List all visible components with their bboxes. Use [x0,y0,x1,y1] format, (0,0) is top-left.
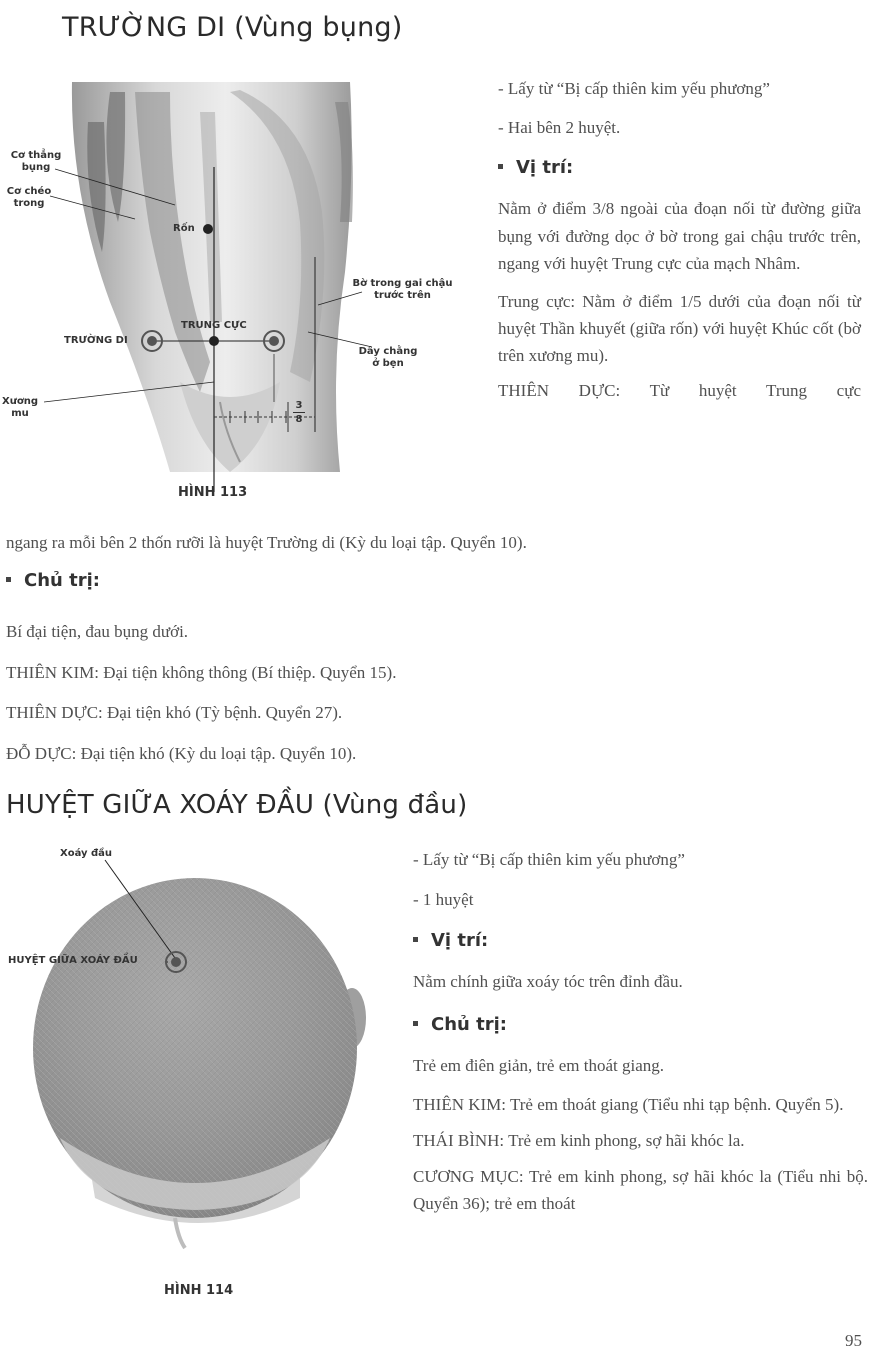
bullet-icon [413,1021,418,1026]
section1-vitri-heading [498,154,861,181]
chutri-line: THÁI BÌNH: Trẻ em kinh phong, sợ hãi khóc la. [413,1131,745,1150]
section2-count: - 1 huyệt [413,890,474,909]
figure-114 [0,838,400,1308]
section1-vitri-label: Vị trí: [516,157,574,178]
section1-vitri-text: Nằm ở điểm 3/8 ngoài của đoạn nối từ đường giữa bụng với đường dọc ở bờ trong gai chậu trước trên, ngang với huyệt Trung cực của mạch Nhâm. [498,199,861,273]
fraction-3-8 [293,400,305,425]
section1-count: - Hai bên 2 huyệt. [498,118,621,137]
chutri-line: CƯƠNG MỤC: Trẻ em kinh phong, sợ hãi khóc la (Tiểu nhi bộ. Quyển 36); trẻ em thoát [413,1167,868,1213]
section1-right-column [498,75,861,404]
label-ron: Rốn [173,223,195,234]
section1-chutri-list [6,612,866,774]
chutri-line: Bí đại tiện, đau bụng dưới. [6,622,189,641]
label-xoay-dau: Xoáy đầu [60,848,113,859]
label-co-thang-bung: Cơ thẳng bụng [10,150,62,173]
bullet-icon [413,937,418,942]
section1-thienduc-part1: THIÊN DỰC: Từ huyệt Trung cực [498,380,861,400]
label-trung-cuc: TRUNG CỰC [181,320,247,331]
section1-title: TRƯỜNG DI (Vùng bụng) [62,12,403,43]
fraction-bar [293,412,305,413]
bullet-icon [498,164,503,169]
section2-vitri-text: Nằm chính giữa xoáy tóc trên đỉnh đầu. [413,972,683,991]
figure-114-caption: HÌNH 114 [164,1283,234,1298]
chutri-line: Trẻ em điên giản, trẻ em thoát giang. [413,1056,665,1075]
figure-113-caption: HÌNH 113 [178,485,248,500]
section1-trungcuc-text: Trung cực: Nằm ở điểm 1/5 dưới của đoạn nối từ huyệt Thần khuyết (giữa rốn) với huyệt Khúc cốt (bờ trên xương mu). [498,291,861,365]
section1-thienduc-part2: ngang ra mỗi bên 2 thốn rưỡi là huyệt Trường di (Kỳ du loại tập. Quyển 10). [6,533,527,552]
chutri-line: ĐỖ DỰC: Đại tiện khó (Kỳ du loại tập. Quyển 10). [6,743,357,763]
fraction-numerator: 3 [295,400,303,411]
section2-chutri-label: Chủ trị: [431,1014,507,1035]
section2-vitri-heading [413,927,868,954]
figure-113 [0,72,470,512]
section1-chutri-heading [6,570,100,591]
label-huyet-giua-xoay-dau: HUYỆT GIỮA XOÁY ĐẦU [8,955,138,966]
section2-title: HUYỆT GIỮA XOÁY ĐẦU (Vùng đầu) [6,790,468,820]
page-number: 95 [845,1331,862,1350]
section2-chutri-heading [413,1011,868,1038]
section1-chutri-label: Chủ trị: [24,570,100,591]
label-truong-di: TRƯỜNG DI [64,335,128,346]
head-illustration [0,838,400,1308]
section2-right-column [413,846,868,1217]
chutri-line: THIÊN KIM: Đại tiện không thông (Bí thiệp. Quyển 15). [6,662,397,682]
label-day-chang: Dây chằng ở bẹn [358,346,418,369]
label-xuong-mu: Xương mu [2,396,38,419]
section2-source: - Lấy từ “Bị cấp thiên kim yếu phương” [413,850,685,869]
bullet-icon [6,577,11,582]
section2-vitri-label: Vị trí: [431,930,489,951]
section1-source: - Lấy từ “Bị cấp thiên kim yếu phương” [498,79,770,98]
label-bo-trong-gai: Bờ trong gai chậu trước trên [352,278,453,301]
fraction-denominator: 8 [295,414,303,425]
chutri-line: THIÊN DỰC: Đại tiện khó (Tỳ bệnh. Quyển 27). [6,703,343,722]
chutri-line: THIÊN KIM: Trẻ em thoát giang (Tiểu nhi tạp bệnh. Quyển 5). [413,1095,844,1114]
label-co-cheo-trong: Cơ chéo trong [6,186,52,209]
